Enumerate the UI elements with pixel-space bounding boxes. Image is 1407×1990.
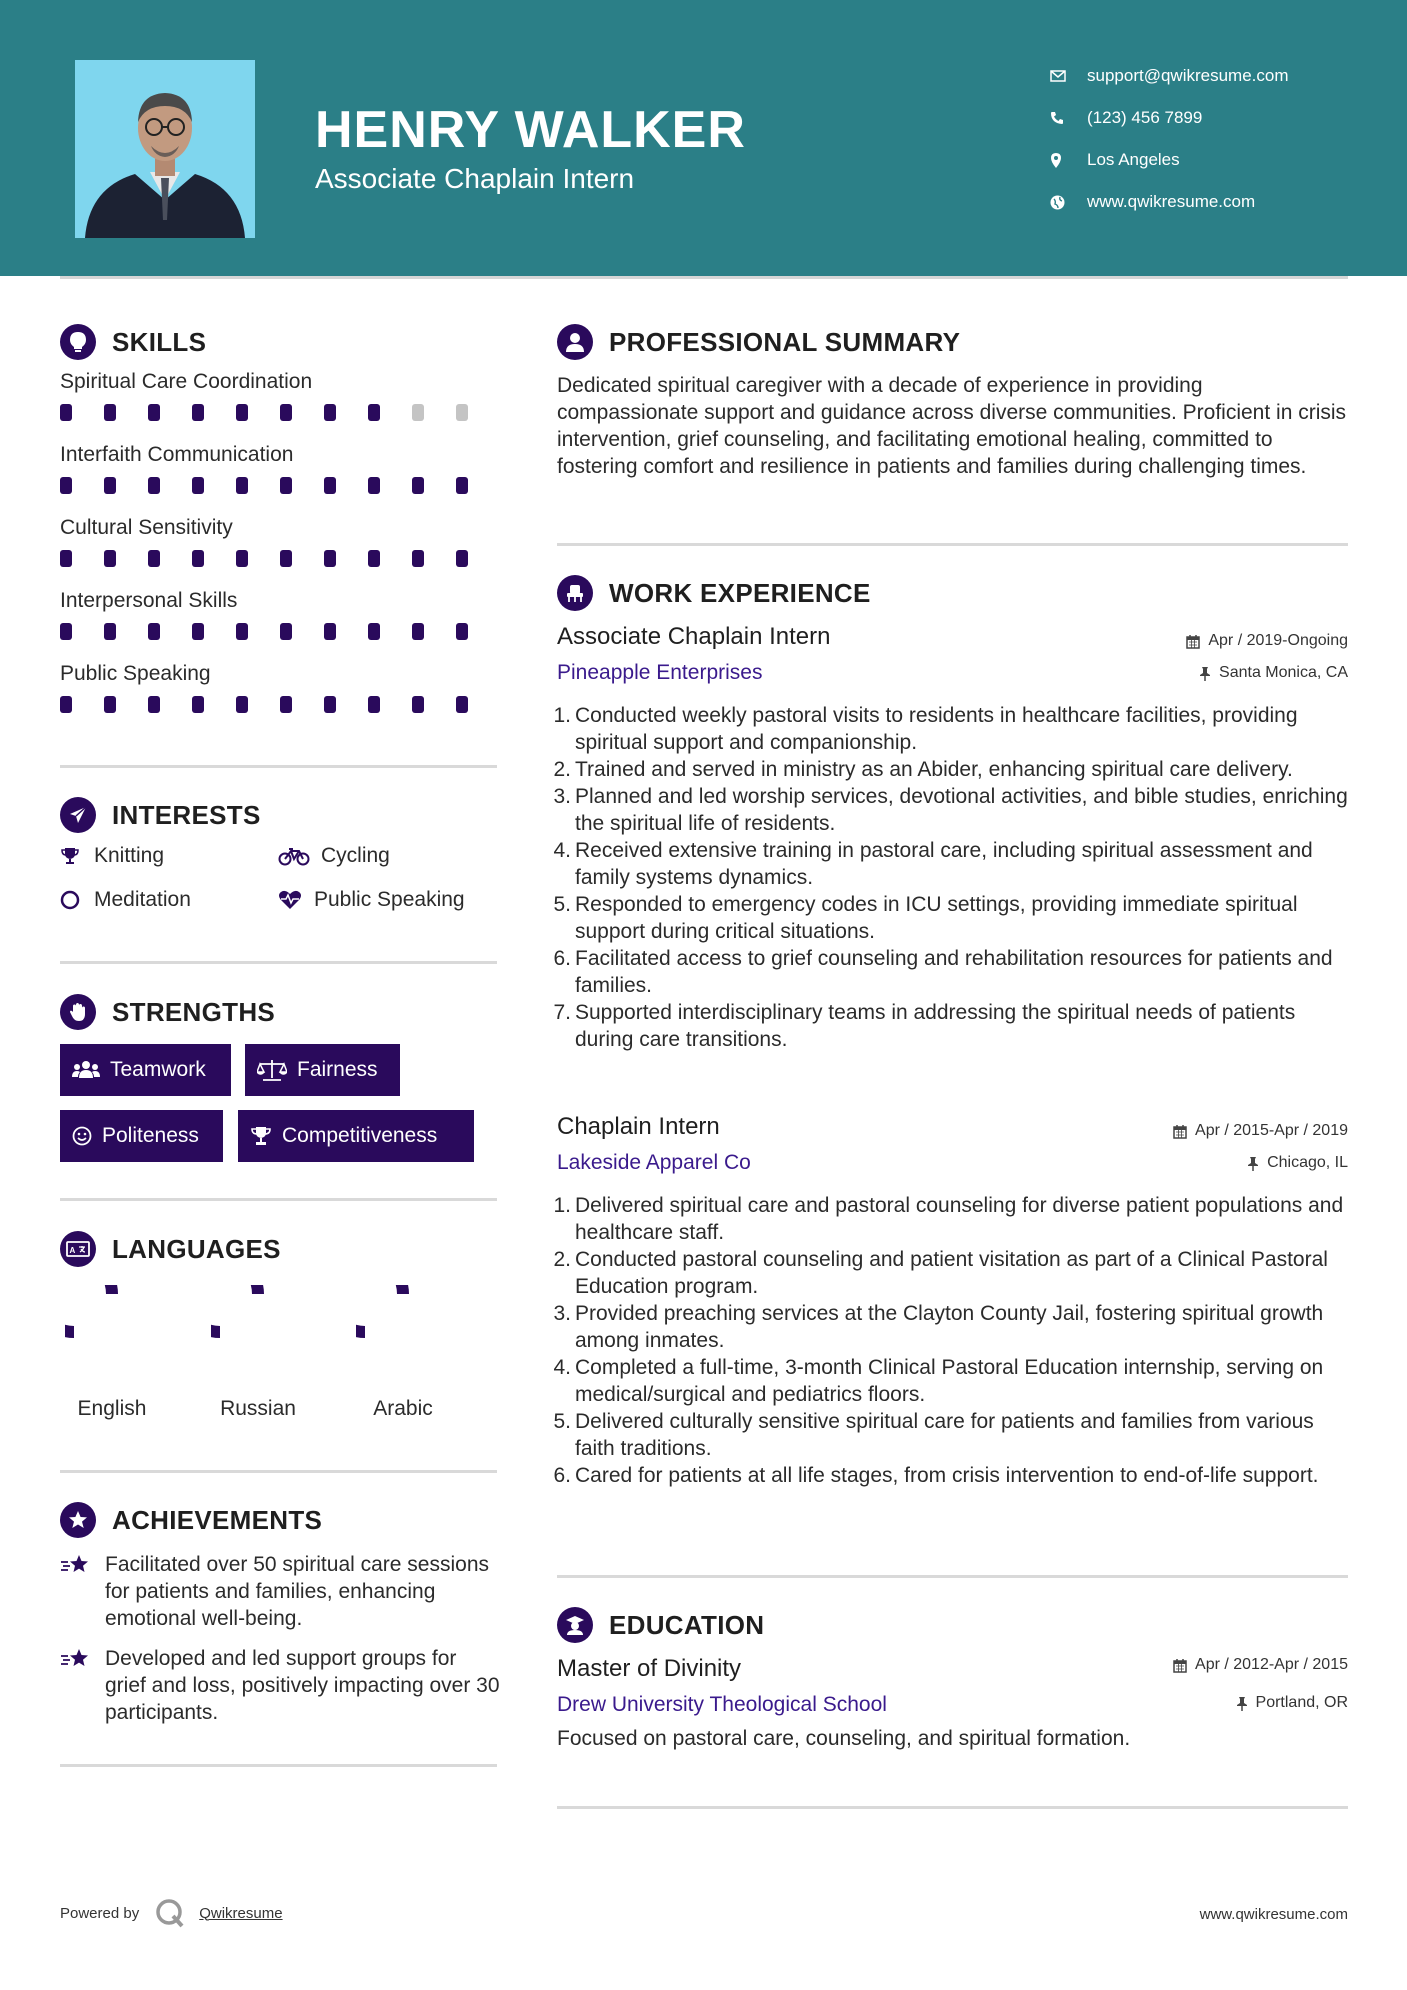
powered-by-label: Powered by [60, 1904, 140, 1922]
languages-heading [60, 1231, 281, 1267]
skill-dot-filled [456, 550, 468, 567]
education-date [1173, 1656, 1348, 1674]
skill-dot-filled [104, 696, 116, 713]
language-item [188, 1285, 328, 1421]
user-icon [557, 324, 593, 360]
hand-icon [60, 994, 96, 1030]
skill-dot-filled [324, 550, 336, 567]
contact-email-text: support@qwikresume.com [1087, 66, 1289, 85]
skill-rating [60, 696, 500, 713]
section-divider [557, 1806, 1348, 1809]
skill-name: Cultural Sensitivity [60, 516, 233, 539]
summary-heading [557, 324, 960, 360]
job-bullet: 7. Supported interdisciplinary teams in addressing the spiritual needs of patients during care transitions. [553, 1001, 1296, 1051]
strength-badge [245, 1044, 400, 1096]
map-pin-icon [1050, 153, 1087, 168]
skill-dot-filled [456, 477, 468, 494]
achievement-text: Facilitated over 50 spiritual care sessions for patients and families, enhancing emotional well-being. [105, 1553, 490, 1630]
interests-heading [60, 797, 261, 833]
star-badge-icon [60, 1502, 96, 1538]
job-bullet: 2. Trained and served in ministry as an Abider, enhancing spiritual care delivery. [553, 758, 1293, 781]
skill-name: Spiritual Care Coordination [60, 370, 313, 393]
lightbulb-icon [60, 324, 96, 360]
job-date [1186, 632, 1348, 650]
skill-dot-filled [368, 477, 380, 494]
job-bullet: 5. Responded to emergency codes in ICU settings, providing immediate spiritual support during critical situations. [553, 893, 1298, 943]
skill-dot-filled [324, 623, 336, 640]
job-bullet: 2. Conducted pastoral counseling and patient visitation as part of a Clinical Pastoral Education program. [553, 1248, 1328, 1298]
footer-powered-by [60, 1898, 283, 1928]
job-date [1173, 1122, 1348, 1140]
skill-dot-filled [192, 696, 204, 713]
resume-header [0, 0, 1407, 276]
language-item [333, 1285, 473, 1421]
smile-icon [72, 1126, 92, 1146]
skill-item [60, 370, 500, 421]
achievement-item [60, 1551, 500, 1632]
skill-dot-filled [104, 550, 116, 567]
circle-icon [60, 890, 94, 910]
education-title: EDUCATION [609, 1609, 765, 1640]
summary-text: Dedicated spiritual caregiver with a decade of experience in providing compassionate support and guidance across diverse communities. Proficient in crisis intervention, grief counseling, and facilitating emotional healing, committed to fostering comfort and resilience in patients and families during challenging times. [557, 374, 1347, 478]
shooting-star-icon [60, 1645, 105, 1726]
skill-name: Interfaith Communication [60, 443, 294, 466]
section-divider [557, 1575, 1348, 1578]
skill-dot-filled [148, 477, 160, 494]
balance-scale-icon [257, 1059, 287, 1081]
job-bullets [552, 702, 1352, 1053]
skill-dot-filled [148, 550, 160, 567]
skill-dot-filled [368, 404, 380, 421]
contact-website[interactable] [1050, 181, 1380, 223]
contact-location-text: Los Angeles [1087, 150, 1180, 169]
job-bullet: 4. Completed a full-time, 3-month Clinical Pastoral Education internship, serving on medical/surgical and pediatrics floors. [553, 1356, 1324, 1406]
experience-title: WORK EXPERIENCE [609, 577, 871, 608]
language-name: Arabic [373, 1397, 433, 1420]
envelope-icon [1050, 70, 1087, 82]
skill-dot-filled [324, 477, 336, 494]
skill-dot-filled [412, 477, 424, 494]
trophy-icon [250, 1126, 272, 1146]
job-company: Pineapple Enterprises [557, 661, 763, 684]
skill-dot-filled [148, 404, 160, 421]
skill-dot-filled [104, 477, 116, 494]
strength-badge [60, 1044, 231, 1096]
skill-dot-filled [280, 550, 292, 567]
education-heading [557, 1607, 764, 1643]
interest-item [60, 888, 191, 912]
section-divider [60, 961, 497, 964]
education-degree: Master of Divinity [557, 1655, 742, 1682]
paper-plane-icon [60, 797, 96, 833]
graduate-icon [557, 1607, 593, 1643]
profile-photo [75, 60, 255, 238]
skill-item [60, 516, 500, 567]
skill-dot-filled [280, 477, 292, 494]
job-bullet: 1. Delivered spiritual care and pastoral counseling for diverse patient populations and healthcare staff. [553, 1194, 1344, 1244]
language-name: Russian [220, 1397, 296, 1420]
job-bullet: 1. Conducted weekly pastoral visits to residents in healthcare facilities, providing spiritual support and companionship. [553, 704, 1298, 754]
skill-dot-filled [236, 550, 248, 567]
skill-dot-filled [148, 696, 160, 713]
skill-dot-filled [412, 550, 424, 567]
education-date-text: Apr / 2012-Apr / 2015 [1195, 1656, 1348, 1673]
briefcase-icon [557, 575, 593, 611]
skill-dot-filled [368, 550, 380, 567]
education-school: Drew University Theological School [557, 1693, 887, 1716]
language-ring-track [365, 1294, 441, 1370]
skill-item [60, 443, 500, 494]
skill-name: Public Speaking [60, 662, 211, 685]
skill-dot-filled [192, 477, 204, 494]
skill-dot-filled [456, 623, 468, 640]
skill-dot-filled [236, 477, 248, 494]
skill-dot-filled [192, 550, 204, 567]
language-level-ring [65, 1285, 159, 1379]
education-description: Focused on pastoral care, counseling, and spiritual formation. [557, 1727, 1131, 1750]
summary-title: PROFESSIONAL SUMMARY [609, 326, 961, 357]
skill-dot-filled [280, 404, 292, 421]
strengths-heading [60, 994, 275, 1030]
job-location-text: Santa Monica, CA [1219, 664, 1348, 681]
skill-dot-empty [456, 404, 468, 421]
job-bullet: 6. Facilitated access to grief counseling and rehabilitation resources for patients and families. [553, 947, 1333, 997]
skill-dot-filled [104, 623, 116, 640]
skill-name: Interpersonal Skills [60, 589, 238, 612]
skill-dot-filled [368, 696, 380, 713]
skills-title: SKILLS [112, 326, 207, 357]
skill-dot-filled [60, 477, 72, 494]
skill-dot-filled [324, 696, 336, 713]
heartbeat-icon [278, 889, 314, 911]
footer-url[interactable]: www.qwikresume.com [1199, 1906, 1348, 1923]
skill-rating [60, 404, 500, 421]
strengths-title: STRENGTHS [112, 996, 276, 1027]
skill-dot-empty [412, 404, 424, 421]
skill-dot-filled [60, 404, 72, 421]
skill-dot-filled [60, 623, 72, 640]
achievement-item [60, 1645, 500, 1726]
strength-badge [238, 1110, 474, 1162]
skill-dot-filled [236, 404, 248, 421]
shooting-star-icon [60, 1551, 105, 1632]
job-bullet: 3. Planned and led worship services, devotional activities, and bible studies, enriching the spiritual life of residents. [553, 785, 1348, 835]
interests-title: INTERESTS [112, 799, 261, 830]
job-bullet: 3. Provided preaching services at the Clayton County Jail, fostering spiritual growth among inmates. [553, 1302, 1324, 1352]
skill-rating [60, 623, 500, 640]
section-divider [557, 543, 1348, 546]
strength-label: Competitiveness [282, 1124, 438, 1147]
section-divider [60, 765, 497, 768]
strength-badge [60, 1110, 223, 1162]
interest-item [278, 844, 390, 868]
language-level-ring [356, 1285, 450, 1379]
pushpin-icon [1199, 666, 1211, 681]
achievements-title: ACHIEVEMENTS [112, 1504, 323, 1535]
strength-label: Fairness [297, 1058, 378, 1081]
contact-email[interactable] [1050, 55, 1380, 97]
interest-label: Meditation [94, 888, 191, 911]
phone-icon [1050, 111, 1087, 125]
skill-item [60, 589, 500, 640]
skill-dot-filled [192, 404, 204, 421]
section-divider [60, 1764, 497, 1767]
language-ring-track [74, 1294, 150, 1370]
language-icon [60, 1231, 96, 1267]
job-title: Chaplain Intern [557, 1113, 720, 1140]
language-item [42, 1285, 182, 1421]
users-icon [72, 1060, 100, 1080]
education-location-text: Portland, OR [1255, 1694, 1348, 1711]
job-bullet: 6. Cared for patients at all life stages, from crisis intervention to end-of-life support. [553, 1464, 1319, 1487]
skill-dot-filled [60, 696, 72, 713]
job-location [1247, 1154, 1348, 1172]
interest-item [278, 888, 465, 912]
skill-dot-filled [412, 696, 424, 713]
job-bullet: 5. Delivered culturally sensitive spiritual care for patients and families from various faith traditions. [553, 1410, 1314, 1460]
language-level-ring [211, 1285, 305, 1379]
job-bullets [552, 1192, 1352, 1489]
skill-dot-filled [148, 623, 160, 640]
skill-dot-filled [236, 623, 248, 640]
pushpin-icon [1247, 1156, 1259, 1171]
section-divider [60, 1198, 497, 1201]
qwikresume-logo-icon [155, 1898, 185, 1928]
language-name: English [77, 1397, 147, 1420]
contact-phone[interactable] [1050, 97, 1380, 139]
interest-label: Public Speaking [314, 888, 465, 911]
skill-dot-filled [280, 623, 292, 640]
skill-item [60, 662, 500, 713]
job-bullet: 4. Received extensive training in pastoral care, including spiritual assessment and family systems dynamics. [553, 839, 1313, 889]
education-location [1236, 1694, 1348, 1712]
skill-dot-filled [192, 623, 204, 640]
candidate-name: HENRY WALKER [315, 101, 746, 159]
candidate-title: Associate Chaplain Intern [315, 163, 635, 194]
skill-dot-filled [236, 696, 248, 713]
contact-location [1050, 139, 1380, 181]
skill-rating [60, 550, 500, 567]
calendar-icon [1173, 1124, 1187, 1139]
achievement-text: Developed and led support groups for grief and loss, positively impacting over 30 participants. [105, 1647, 500, 1724]
calendar-icon [1186, 634, 1200, 649]
language-ring-track [220, 1294, 296, 1370]
skill-dot-filled [280, 696, 292, 713]
job-date-text: Apr / 2019-Ongoing [1208, 632, 1348, 649]
section-divider [60, 1470, 497, 1473]
languages-title: LANGUAGES [112, 1233, 281, 1264]
interest-label: Knitting [94, 844, 165, 867]
qwikresume-link[interactable]: Qwikresume [199, 1904, 283, 1922]
job-location-text: Chicago, IL [1267, 1154, 1348, 1171]
interest-item [60, 844, 164, 868]
experience-heading [557, 575, 871, 611]
header-divider [60, 276, 1348, 279]
globe-icon [1050, 195, 1087, 210]
interest-label: Cycling [321, 844, 390, 867]
job-title: Associate Chaplain Intern [557, 623, 831, 650]
calendar-icon [1173, 1658, 1187, 1673]
strength-label: Politeness [102, 1124, 199, 1147]
skills-heading [60, 324, 206, 360]
job-company: Lakeside Apparel Co [557, 1151, 751, 1174]
skill-dot-filled [324, 404, 336, 421]
trophy-icon [60, 846, 94, 866]
achievements-heading [60, 1502, 322, 1538]
contact-phone-text: (123) 456 7899 [1087, 108, 1203, 127]
job-date-text: Apr / 2015-Apr / 2019 [1195, 1122, 1348, 1139]
contact-website-text: www.qwikresume.com [1087, 192, 1256, 211]
skill-dot-filled [412, 623, 424, 640]
skill-dot-filled [60, 550, 72, 567]
svg-text:A: A [69, 1246, 76, 1255]
skill-dot-filled [368, 623, 380, 640]
pushpin-icon [1236, 1696, 1248, 1711]
skill-rating [60, 477, 500, 494]
job-location [1199, 664, 1348, 682]
skill-dot-filled [456, 696, 468, 713]
strength-label: Teamwork [110, 1058, 206, 1081]
skill-dot-filled [104, 404, 116, 421]
bicycle-icon [278, 846, 321, 866]
contact-list [1050, 55, 1380, 223]
